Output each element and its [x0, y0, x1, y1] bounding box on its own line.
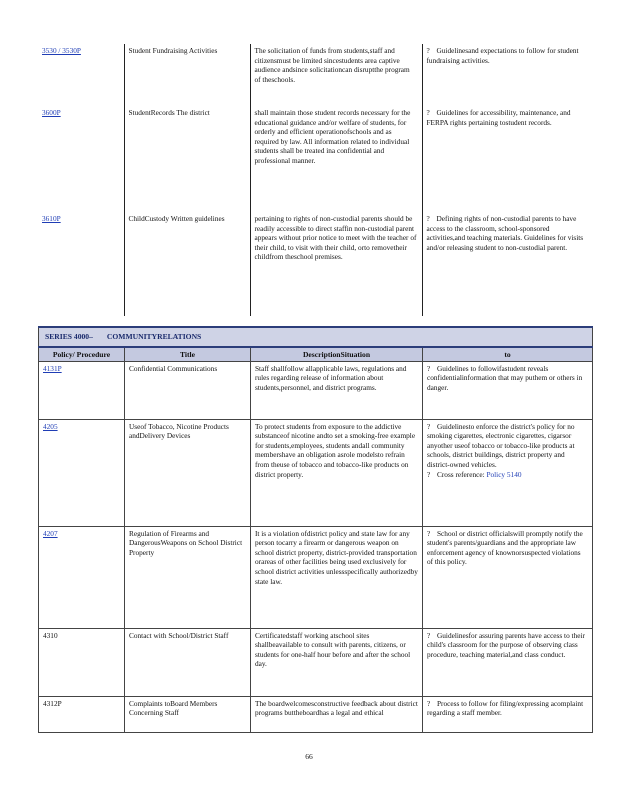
table-row: [38, 44, 592, 106]
bullet-glyph: ?: [427, 421, 431, 431]
policy-cell[interactable]: [39, 628, 125, 696]
to-cell: [422, 106, 592, 212]
to-text: Guidelines to followifastudent reveals confidentialinformation that may puthem or others in danger.: [427, 363, 583, 392]
series-name: COMMUNITYRELATIONS: [106, 332, 202, 341]
bullet-glyph: ?: [427, 363, 431, 373]
description-cell: Certificatedstaff working atschool sites shallbeavailable to consult with parents, citizens, or students for one-half hour before and after the school day.: [251, 628, 423, 696]
cross-reference: [427, 470, 588, 480]
bullet-glyph: ?: [427, 630, 431, 640]
to-cell: [423, 628, 593, 696]
policy-link[interactable]: 3530 / 3530P: [42, 46, 81, 55]
policy-cell[interactable]: [39, 526, 125, 628]
description-cell: It is a violation ofdistrict policy and state law for any person tocarry a firearm or dangerous weapon on school district property, district-provided transportation orareas of other facilities being used exclusively for school district activities unlessspecifically authorizedby state law.: [251, 526, 423, 628]
title-cell: Student Fundraising Activities: [124, 44, 250, 106]
table-row: [39, 696, 593, 732]
bullet-glyph: ?: [427, 698, 431, 708]
policy-link[interactable]: 4312P: [43, 698, 62, 708]
description-cell: To protect students from exposure to the addictive substanceof nicotine andto set a smoking-free example for students,employees, students andall community membershave an obligation asrole modelsto refrain from theuse of tobacco and tobacco-like products on district property.: [251, 419, 423, 526]
policy-link[interactable]: 4207: [43, 528, 58, 538]
series-number: SERIES 4000–: [45, 332, 93, 341]
header-policy: Policy/ Procedure: [39, 347, 125, 362]
to-cell: [422, 44, 592, 106]
to-text: Guidelines for accessibility, maintenance, and FERPA rights pertaining tostudent records.: [426, 108, 571, 127]
to-cell: [423, 419, 593, 526]
policy-link[interactable]: 4131P: [43, 363, 62, 373]
to-text: Guidelinesto enforce the district's policy for no smoking cigarettes, electronic cigarettes, cigarsor anyother useof tobacco or tobacco-like products at schools, district buildings, district property and district-owned vehicles.: [427, 421, 575, 469]
policy-link[interactable]: 3600P: [42, 108, 61, 117]
table-row: [39, 628, 593, 696]
policy-link[interactable]: 4205: [43, 421, 58, 431]
page-number: 66: [305, 752, 313, 761]
policy-cell[interactable]: [39, 419, 125, 526]
bullet-glyph: ?: [427, 469, 431, 479]
title-cell: Regulation of Firearms and DangerousWeapons on School District Property: [125, 526, 251, 628]
policy-cell[interactable]: [39, 696, 125, 732]
cross-reference-label: Cross reference:: [437, 469, 485, 479]
bullet-glyph: ?: [426, 46, 430, 55]
to-cell: [422, 212, 592, 316]
policy-link[interactable]: 4310: [43, 630, 58, 640]
policy-cell[interactable]: [39, 361, 125, 419]
to-item: [427, 422, 588, 470]
header-to: to: [423, 347, 593, 362]
policy-link[interactable]: 3610P: [42, 214, 61, 223]
table-row: [39, 361, 593, 419]
to-cell: [423, 361, 593, 419]
header-title: Title: [125, 347, 251, 362]
table-row: [39, 526, 593, 628]
title-cell: StudentRecords The district: [124, 106, 250, 212]
bullet-glyph: ?: [426, 214, 430, 223]
title-cell: Contact with School/District Staff: [125, 628, 251, 696]
bullet-glyph: ?: [427, 528, 431, 538]
series-title: [39, 327, 593, 347]
to-cell: [423, 526, 593, 628]
series-4000-table: [38, 326, 593, 733]
to-text: School or district officialswill promptly notify the student's parents/guardians and the appropriate law enforcement agency of knownorsuspected violations of this policy.: [427, 528, 583, 567]
title-cell: Useof Tobacco, Nicotine Products andDelivery Devices: [125, 419, 251, 526]
title-cell: Complaints toBoard Members Concerning Staff: [125, 696, 251, 732]
header-description: DescriptionSituation: [251, 347, 423, 362]
description-cell: pertaining to rights of non-custodial parents should be readily accessible to direct staffin non-custodial parent appears without prior notice to meet with the teacher of their child, to visit with their child, orto removetheir childfrom theschool premises.: [250, 212, 422, 316]
policy-cell[interactable]: [38, 44, 124, 106]
to-text: Defining rights of non-custodial parents to have access to the classroom, school-sponsored activities,and teaching materials. Guidelines for visits and/or releasing student to non-custodial parent.: [426, 214, 584, 252]
to-cell: [423, 696, 593, 732]
policy-cell[interactable]: [38, 212, 124, 316]
description-cell: shall maintain those student records necessary for the educational guidance and/or welfare of students, for orderly and efficient operationofschools and as required by law. All information related to individual students shall be treated ina confidential and professional manner.: [250, 106, 422, 212]
description-cell: Staff shallfollow allapplicable laws, regulations and rules regarding release of information about students,personnel, and district programs.: [251, 361, 423, 419]
bullet-glyph: ?: [426, 108, 430, 117]
title-cell: ChildCustody Written guidelines: [124, 212, 250, 316]
description-cell: The solicitation of funds from students,staff and citizensmust be limited sincestudents area captive audience andsince solicitationcan disruptthe program of theschools.: [250, 44, 422, 106]
cross-reference-link[interactable]: Policy 5140: [486, 469, 522, 479]
policy-cell[interactable]: [38, 106, 124, 212]
description-cell: The boardwelcomesconstructive feedback about district programs buttheboardhas a legal and ethical: [251, 696, 423, 732]
to-text: Guidelinesand expectations to follow for student fundraising activities.: [426, 46, 579, 65]
series-3000-table: [38, 44, 592, 316]
table-row: [39, 419, 593, 526]
table-row: [38, 106, 592, 212]
column-header-row: [39, 347, 593, 362]
table-row: [38, 212, 592, 316]
title-cell: Confidential Communications: [125, 361, 251, 419]
to-text: Guidelinesfor assuring parents have access to their child's classroom for the purpose of observing class procedure, teaching material,and class conduct.: [427, 630, 585, 659]
to-text: Process to follow for filing/expressing acomplaint regarding a staff member.: [427, 698, 584, 718]
series-header: [39, 327, 593, 347]
